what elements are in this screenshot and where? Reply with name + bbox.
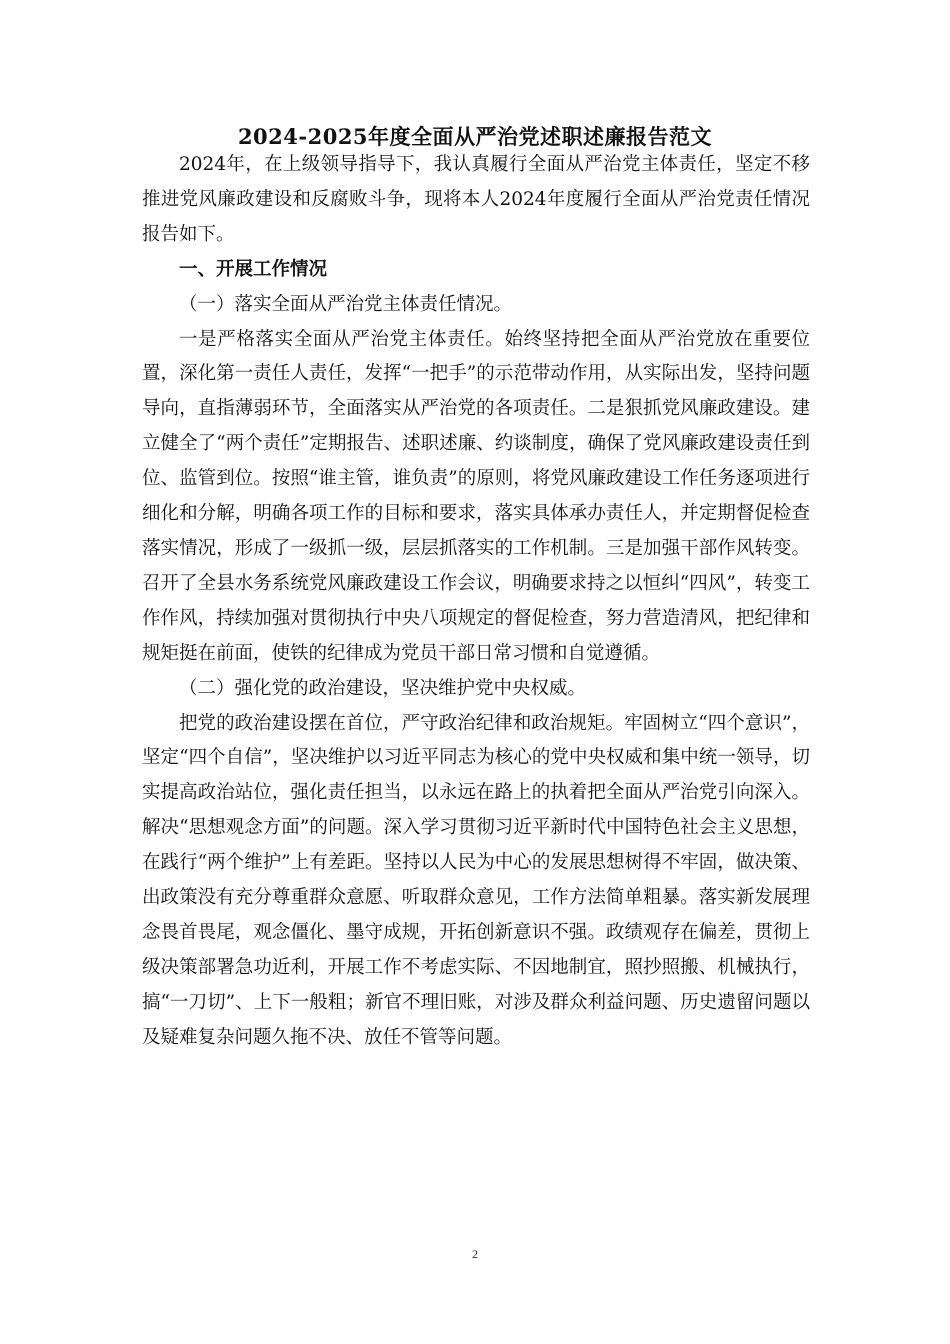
document-title: 2024-2025年度全面从严治党述职述廉报告范文 <box>237 124 713 149</box>
subsection-heading: （一）落实全面从严治党主体责任情况。 <box>179 293 513 315</box>
body-paragraph: 把党的政治建设摆在首位，严守政治纪律和政治规矩。牢固树立“四个意识”，坚定“四个自信”，坚决维护以习近平同志为核心的党中央权威和集中统一领导，切实提高政治站位，强化责任担当，以永远在路上的执着把全面从严治党引向深入。解决“思想观念方面”的问题。深入学习贯彻习近平新时代中国特色社会主义思想，在践行“两个维护”上有差距。坚持以人民为中心的发展思想树得不牢固，做决策、出政策没有充分尊重群众意愿、听取群众意见，工作方法简单粗暴。落实新发展理念畏首畏尾，观念僵化、墨守成规，开拓创新意识不强。政绩观存在偏差，贯彻上级决策部署急功近利，开展工作不考虑实际、不因地制宜，照抄照搬、机械执行，搞“一刀切”、上下一般粗；新官不理旧账，对涉及群众利益问题、历史遗留问题以及疑难复杂问题久拖不决、放任不管等问题。 <box>142 712 810 1048</box>
document-body <box>142 148 810 1056</box>
section-heading: 一、开展工作情况 <box>179 258 328 280</box>
subsection-heading: （二）强化党的政治建设，坚决维护党中央权威。 <box>179 677 587 699</box>
body-paragraph: 一是严格落实全面从严治党主体责任。始终坚持把全面从严治党放在重要位置，深化第一责任人责任，发挥“一把手”的示范带动作用，从实际出发，坚持问题导向，直指薄弱环节，全面落实从严治党的各项责任。二是狠抓党风廉政建设。建立健全了“两个责任”定期报告、述职述廉、约谈制度，确保了党风廉政建设责任到位、监管到位。按照“谁主管，谁负责”的原则，将党风廉政建设工作任务逐项进行细化和分解，明确各项工作的目标和要求，落实具体承办责任人，并定期督促检查落实情况，形成了一级抓一级，层层抓落实的工作机制。三是加强干部作风转变。召开了全县水务系统党风廉政建设工作会议，明确要求持之以恒纠“四风”，转变工作作风，持续加强对贯彻执行中央八项规定的督促检查，努力营造清风，把纪律和规矩挺在前面，使铁的纪律成为党员干部日常习惯和自觉遵循。 <box>142 328 810 664</box>
page-number: 2 <box>472 1247 478 1261</box>
intro-paragraph: 2024年，在上级领导指导下，我认真履行全面从严治党主体责任，坚定不移推进党风廉政建设和反腐败斗争，现将本人2024年度履行全面从严治党责任情况报告如下。 <box>142 154 810 245</box>
